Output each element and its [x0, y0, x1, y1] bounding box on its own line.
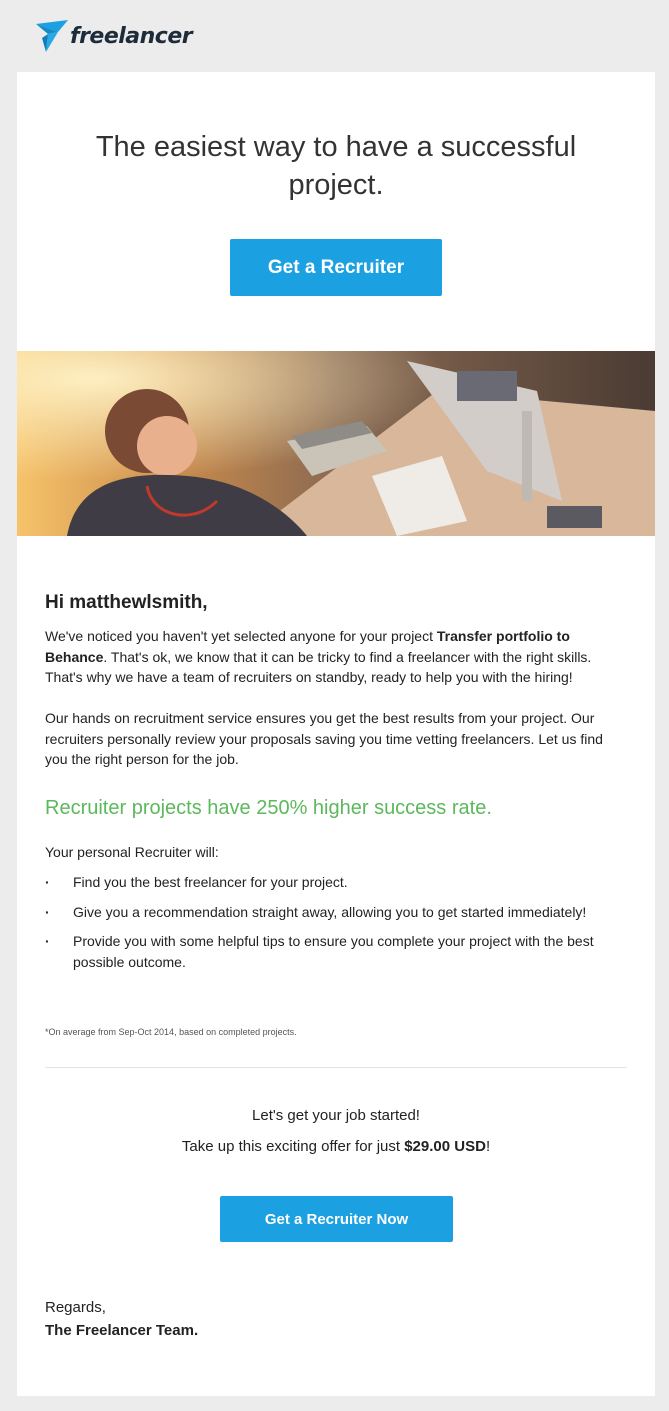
- hero-photo: [17, 351, 655, 536]
- cta-heading: Let's get your job started!: [252, 1107, 420, 1124]
- benefits-list: [45, 872, 627, 981]
- list-intro: Your personal Recruiter will:: [45, 844, 219, 860]
- email-card: [17, 72, 655, 1396]
- freelancer-logo[interactable]: [34, 16, 192, 56]
- list-item: · Find you the best freelancer for your project.: [45, 872, 627, 893]
- intro-text-before: We've noticed you haven't yet selected anyone for your project: [45, 628, 437, 644]
- intro-text-after: . That's ok, we know that it can be tricky to find a freelancer with the right skills. That's why we have a team of recruiters on standby, ready to help you with the hiring!: [45, 648, 592, 685]
- offer-text-before: Take up this exciting offer for just: [181, 1138, 405, 1155]
- greeting: Hi matthewlsmith,: [45, 592, 208, 613]
- regards: Regards,: [45, 1299, 106, 1316]
- success-rate-highlight: Recruiter projects have 250% higher success rate.: [45, 797, 492, 819]
- hero-title: The easiest way to have a successful project.: [95, 131, 577, 201]
- offer-price: $29.00 USD: [404, 1138, 486, 1155]
- service-paragraph: Our hands on recruitment service ensures you get the best results from your project. Our recruiters personally review your proposals saving you time vetting freelancers. Let us find you the right person for the job.: [45, 710, 603, 767]
- list-item: · Give you a recommendation straight away, allowing you to get started immediately!: [45, 902, 627, 923]
- bird-logo-icon: [34, 18, 70, 54]
- offer-text-after: !: [485, 1138, 491, 1155]
- cta-offer: [17, 1138, 655, 1155]
- email-header: [0, 0, 669, 72]
- brand-name: freelancer: [70, 23, 193, 49]
- get-recruiter-button[interactable]: Get a Recruiter: [230, 239, 442, 296]
- signature: The Freelancer Team.: [45, 1322, 199, 1339]
- footnote: *On average from Sep-Oct 2014, based on completed projects.: [45, 1027, 297, 1037]
- intro-paragraph: [45, 626, 627, 688]
- get-recruiter-now-button[interactable]: Get a Recruiter Now: [220, 1196, 453, 1242]
- woman-at-desk-photo-icon: [17, 351, 655, 536]
- project-name: Transfer portfolio to Behance: [45, 628, 570, 665]
- list-item: · Provide you with some helpful tips to ensure you complete your project with the best possible outcome.: [45, 931, 627, 972]
- divider: [45, 1067, 627, 1068]
